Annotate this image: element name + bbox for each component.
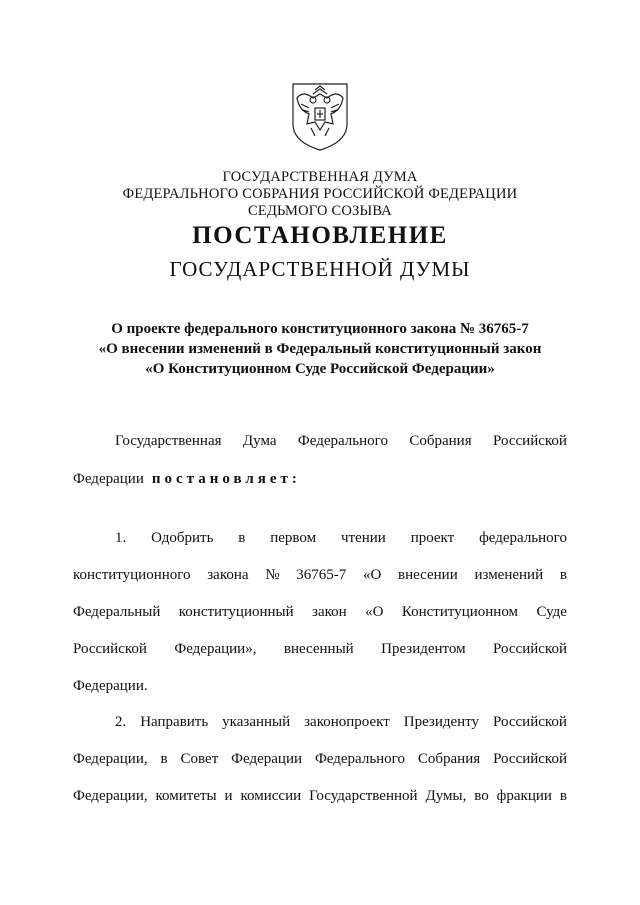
word: Российской [493, 433, 567, 449]
subject-line-3: «О Конституционном Суде Российской Федерации» [145, 361, 495, 377]
word: Президенту [403, 714, 480, 730]
word: Дума [242, 433, 277, 449]
word: «О [365, 604, 384, 620]
preamble-line-2 [73, 471, 567, 488]
word: Государственная [115, 433, 222, 449]
word: в [160, 751, 168, 767]
word: 36765-7 [296, 567, 347, 583]
word: Федерации, [73, 751, 148, 767]
org-line-2: ФЕДЕРАЛЬНОГО СОБРАНИЯ РОССИЙСКОЙ ФЕДЕРАЦИИ [122, 186, 518, 202]
word: фракции [496, 788, 552, 804]
word: Российской [493, 714, 567, 730]
word: Федеральный [73, 604, 161, 620]
word: федерального [479, 530, 567, 546]
word: первом [270, 530, 317, 546]
word: в [559, 788, 567, 804]
word: Думы, [425, 788, 467, 804]
preamble-line-1 [115, 433, 567, 450]
word: Одобрить [151, 530, 214, 546]
word: № [265, 567, 280, 583]
word: закона [207, 567, 249, 583]
word: проект [410, 530, 455, 546]
subject-line-1: О проекте федерального конституционного закона № 36765-7 [111, 321, 529, 337]
word: внесенный [283, 641, 354, 657]
word: 2. [115, 714, 127, 730]
item2-line-2 [73, 751, 567, 768]
word: Государственной [309, 788, 418, 804]
item1-line-3 [73, 604, 567, 621]
word: Российской [493, 641, 567, 657]
word: Федерального [314, 751, 405, 767]
decree-word: постановляет: [151, 471, 301, 487]
word: комитеты [155, 788, 217, 804]
word: Федерального [297, 433, 388, 449]
word: комиссии [240, 788, 302, 804]
word: Федерации, [73, 788, 148, 804]
word: и [224, 788, 233, 804]
word: в [559, 567, 567, 583]
word: 1. [115, 530, 127, 546]
document-title: ПОСТАНОВЛЕНИЕ [192, 222, 448, 249]
word: Направить [140, 714, 209, 730]
word: во [474, 788, 489, 804]
word: Совет [180, 751, 219, 767]
word: указанный [222, 714, 291, 730]
word: Президентом [381, 641, 466, 657]
word: законопроект [304, 714, 390, 730]
word: Федерации», [174, 641, 257, 657]
item2-line-1 [115, 714, 567, 731]
subject-line-2: «О внесении изменений в Федеральный конституционный закон [98, 341, 542, 357]
org-line-3: СЕДЬМОГО СОЗЫВА [248, 203, 392, 219]
word: изменений [474, 567, 544, 583]
word: «О [362, 567, 382, 583]
coat-of-arms-icon [289, 80, 351, 152]
item1-line-4 [73, 641, 567, 658]
item2-line-3 [73, 788, 567, 805]
word: Суде [536, 604, 567, 620]
word: чтении [340, 530, 386, 546]
word: Конституционном [401, 604, 519, 620]
preamble-start: Федерации [73, 471, 144, 487]
item1-line-2 [73, 567, 567, 584]
word: Российской [493, 751, 567, 767]
item1-line-5: Федерации. [73, 678, 148, 694]
word: Российской [73, 641, 147, 657]
word: конституционный [178, 604, 294, 620]
document-subtitle: ГОСУДАРСТВЕННОЙ ДУМЫ [169, 257, 471, 281]
word: закон [312, 604, 347, 620]
word: Федерации [231, 751, 303, 767]
word: в [238, 530, 246, 546]
org-line-1: ГОСУДАРСТВЕННАЯ ДУМА [222, 169, 418, 185]
item1-line-1 [115, 530, 567, 547]
word: конституционного [73, 567, 191, 583]
word: Собрания [409, 433, 472, 449]
word: внесении [398, 567, 458, 583]
word: Собрания [417, 751, 481, 767]
